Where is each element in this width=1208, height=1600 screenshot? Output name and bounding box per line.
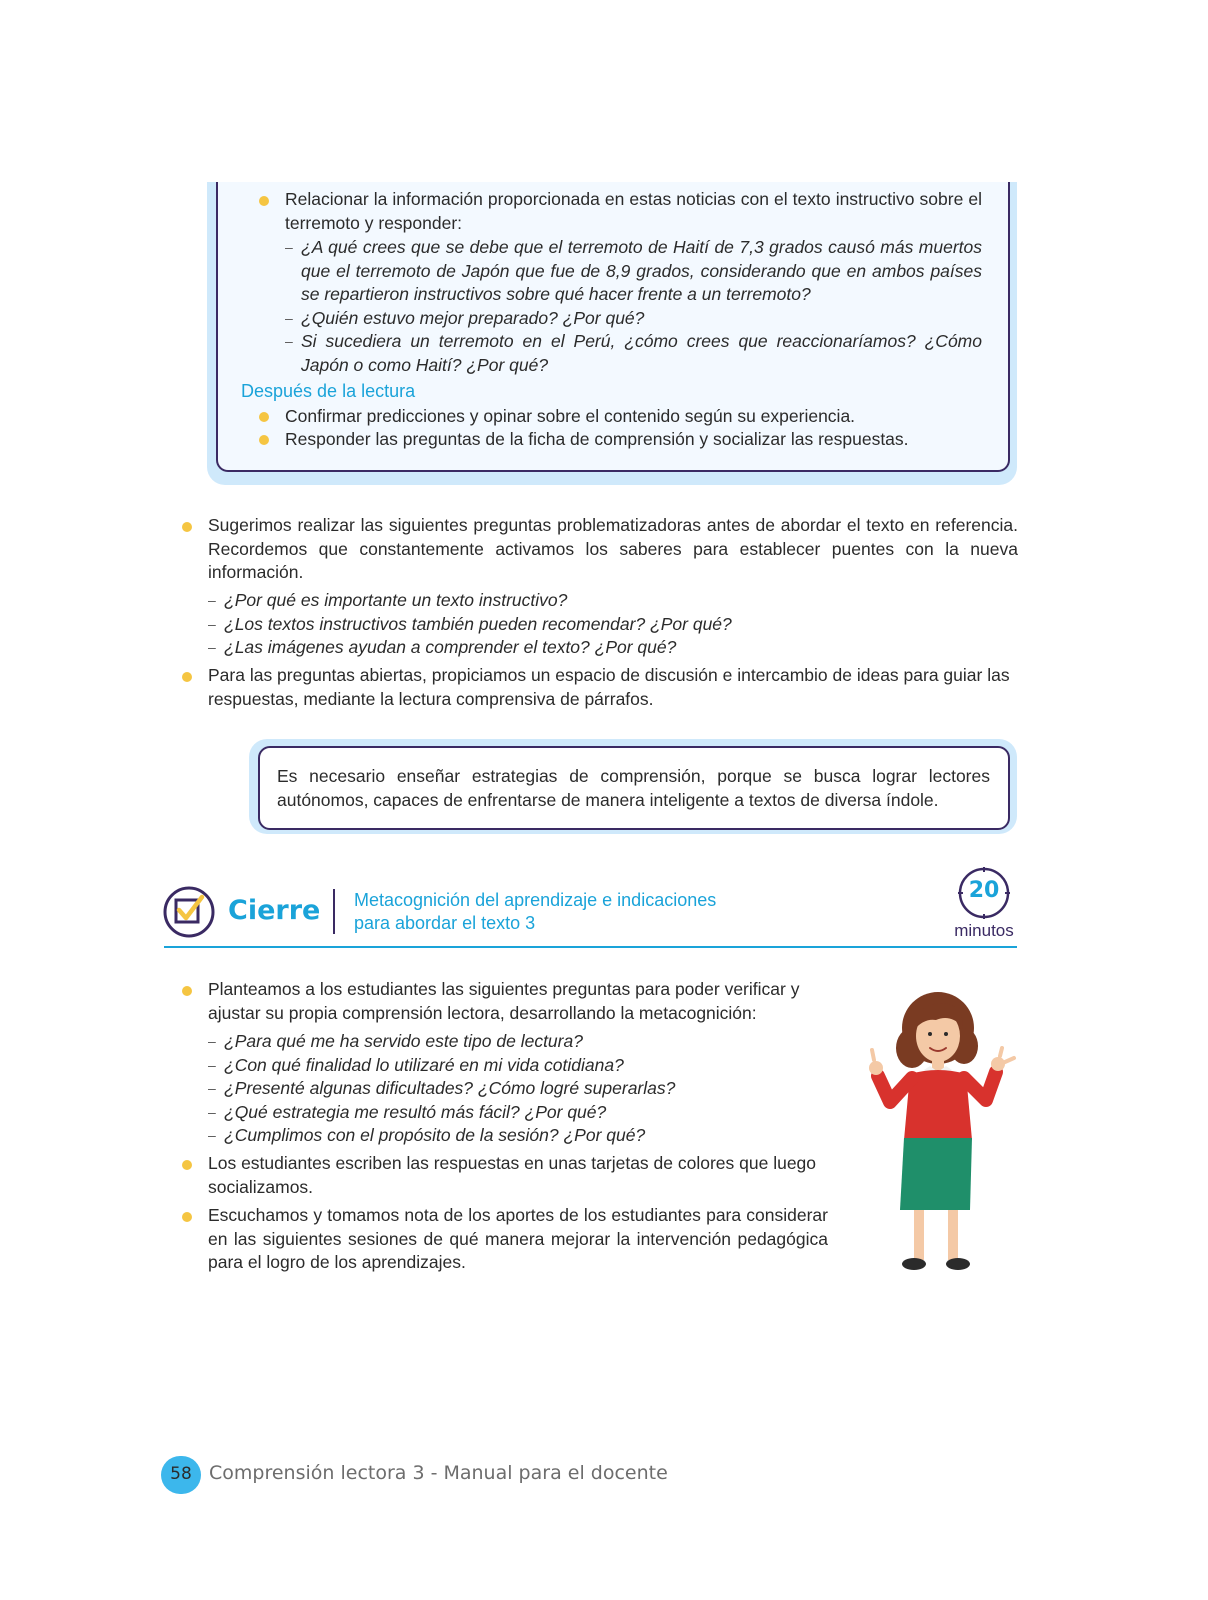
question-item: – ¿Qué estrategia me resultó más fácil? ¿Por qué? <box>208 1101 848 1125</box>
bullet-dot <box>182 522 192 532</box>
bullet-dot <box>182 1160 192 1170</box>
problem-questions-intro: Sugerimos realizar las siguientes preguntas problematizadoras antes de abordar el texto en referencia. Recordemos que constantemente activamos los saberes para establecer puentes con la nueva información. <box>208 515 1018 582</box>
cierre-subtitle-line1: Metacognición del aprendizaje e indicaciones <box>354 890 717 910</box>
metacognition-questions <box>208 1030 848 1148</box>
question-item: – ¿Presenté algunas dificultades? ¿Cómo logré superarlas? <box>208 1077 848 1101</box>
question-item: – ¿Para qué me ha servido este tipo de lectura? <box>208 1030 848 1054</box>
problem-questions <box>208 589 1018 660</box>
footer-title: Comprensión lectora 3 - Manual para el docente <box>209 1462 668 1484</box>
section-divider <box>164 946 1017 948</box>
bullet-dot <box>259 435 269 445</box>
teacher-illustration <box>860 990 1020 1280</box>
after-reading-heading: Después de la lectura <box>241 381 416 401</box>
after-item: Responder las preguntas de la ficha de comprensión y socializar las respuestas. <box>285 429 909 449</box>
question-item: – ¿Cumplimos con el propósito de la sesión? ¿Por qué? <box>208 1124 848 1148</box>
relate-instruction: Relacionar la información proporcionada en estas noticias con el texto instructivo sobre el terremoto y responder: <box>285 189 982 233</box>
metacognition-intro: Planteamos a los estudiantes las siguientes preguntas para poder verificar y ajustar su propia comprensión lectora, desarrollando la metacognición: <box>208 979 800 1023</box>
question-item: – ¿Con qué finalidad lo utilizaré en mi vida cotidiana? <box>208 1054 848 1078</box>
cards-text: Los estudiantes escriben las respuestas en unas tarjetas de colores que luego socializamos. <box>208 1153 817 1197</box>
timer-minutes-label: minutos <box>954 921 1014 940</box>
timer-minutes-value: 20 <box>968 878 1000 903</box>
bullet-dot <box>259 412 269 422</box>
open-questions-text: Para las preguntas abiertas, propiciamos un espacio de discusión e intercambio de ideas para guiar las respuestas, mediante la lectura comprensiva de párrafos. <box>208 665 1010 709</box>
question-item: – ¿A qué crees que se debe que el terremoto de Haití de 7,3 grados causó más muertos que el terremoto de Japón que fue de 8,9 grados, considerando que en ambos países se repartieron instructivos sobre qué hacer frente a un terremoto? <box>285 236 982 307</box>
notes-text: Escuchamos y tomamos nota de los aportes de los estudiantes para considerar en las siguientes sesiones de qué manera mejorar la intervención pedagógica para el logro de los aprendizajes. <box>208 1205 828 1272</box>
page-number: 58 <box>170 1464 192 1484</box>
section-title-cierre: Cierre <box>228 895 321 926</box>
checkbox-icon <box>162 885 216 939</box>
question-item: – ¿Las imágenes ayudan a comprender el texto? ¿Por qué? <box>208 636 1018 660</box>
bullet-dot <box>182 1212 192 1222</box>
question-item: – Si sucediera un terremoto en el Perú, ¿cómo crees que reaccionaríamos? ¿Cómo Japón o como Haití? ¿Por qué? <box>285 330 982 377</box>
bullet-dot <box>182 672 192 682</box>
bullet-dot <box>259 196 269 206</box>
question-item: – ¿Quién estuvo mejor preparado? ¿Por qué? <box>285 307 982 331</box>
note-text: Es necesario enseñar estrategias de comprensión, porque se busca lograr lectores autónomos, capaces de enfrentarse de manera inteligente a textos de diversa índole. <box>277 766 990 810</box>
after-item: Confirmar predicciones y opinar sobre el contenido según su experiencia. <box>285 406 856 426</box>
cierre-subtitle <box>354 889 716 935</box>
bullet-dot <box>182 986 192 996</box>
header-divider <box>333 889 335 934</box>
question-item: – ¿Los textos instructivos también pueden recomendar? ¿Por qué? <box>208 613 1018 637</box>
cierre-subtitle-line2: para abordar el texto 3 <box>354 913 536 933</box>
question-item: – ¿Por qué es importante un texto instructivo? <box>208 589 1018 613</box>
relate-questions <box>285 236 982 377</box>
